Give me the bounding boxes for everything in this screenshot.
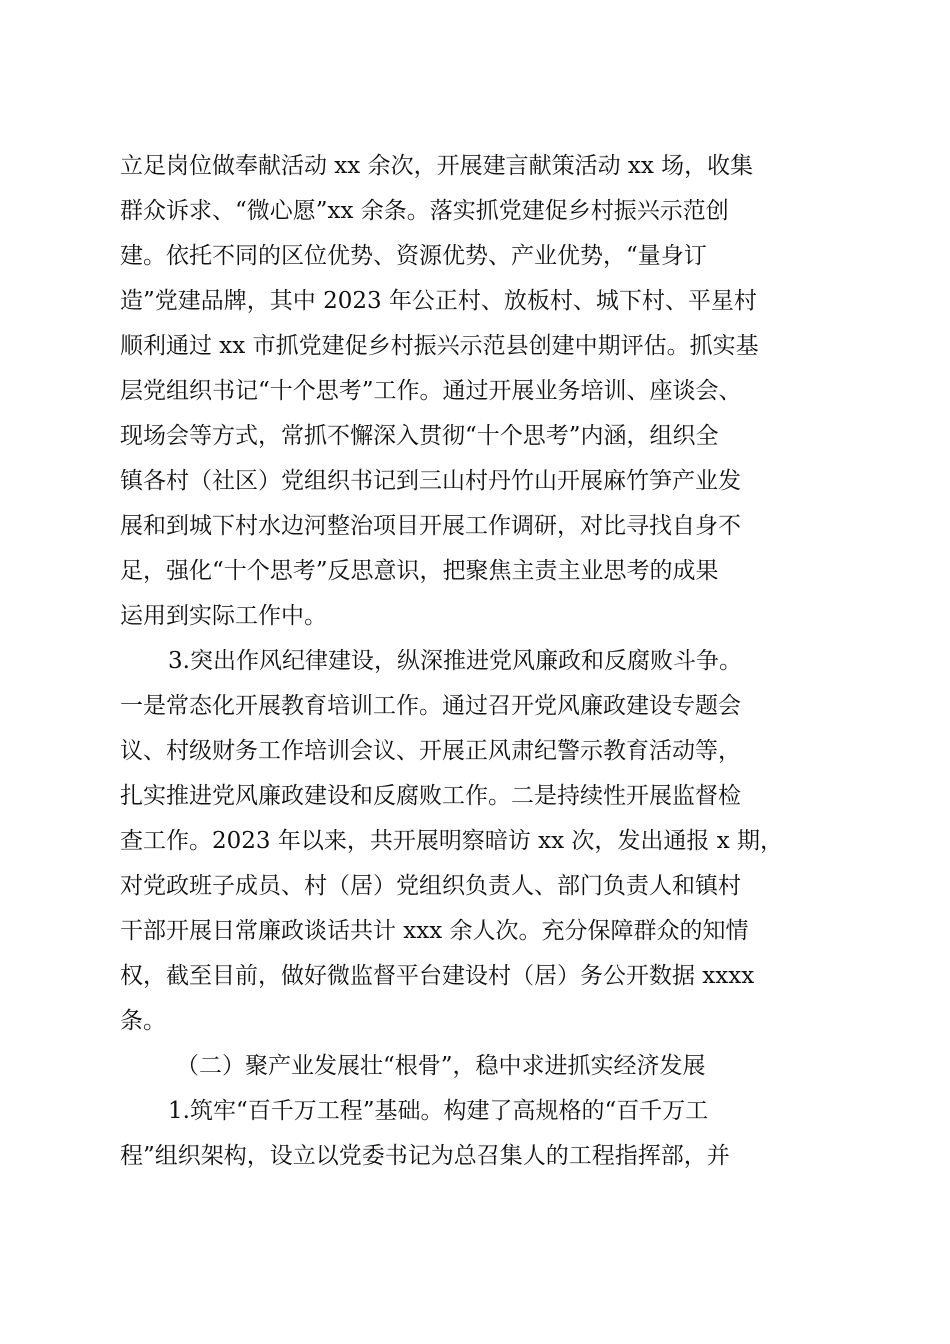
text-line: 镇各村（社区）党组织书记到三山村丹竹山开展麻竹笋产业发 xyxy=(120,468,741,494)
section-heading: （二）聚产业发展壮“根骨”，稳中求进抓实经济发展 xyxy=(176,1053,706,1079)
text-line: 层党组织书记“十个思考”工作。通过开展业务培训、座谈会、 xyxy=(120,378,742,404)
text-line: 干部开展日常廉政谈话共计 xxx 余人次。充分保障群众的知情 xyxy=(120,918,749,944)
text-line: 对党政班子成员、村（居）党组织负责人、部门负责人和镇村 xyxy=(120,873,741,899)
text-line: 造”党建品牌，其中 2023 年公正村、放板村、城下村、平星村 xyxy=(120,288,757,314)
text-line: 扎实推进党风廉政建设和反腐败工作。二是持续性开展监督检 xyxy=(120,783,741,809)
text-line: 议、村级财务工作培训会议、开展正风肃纪警示教育活动等， xyxy=(120,738,741,764)
text-line: 足，强化“十个思考”反思意识，把聚焦主责主业思考的成果 xyxy=(120,558,719,584)
document-body xyxy=(120,144,835,1179)
text-line: 权，截至目前，做好微监督平台建设村（居）务公开数据 xxxx xyxy=(120,963,755,989)
text-line: 建。依托不同的区位优势、资源优势、产业优势，“量身订 xyxy=(120,243,707,269)
text-line: 现场会等方式，常抓不懈深入贯彻“十个思考”内涵，组织全 xyxy=(120,423,719,449)
paragraph-1-heading-line: 1.筑牢“百千万工程”基础。构建了高规格的“百千万工 xyxy=(168,1098,709,1124)
text-line: 顺利通过 xx 市抓党建促乡村振兴示范县创建中期评估。抓实基 xyxy=(120,333,759,359)
text-line: 条。 xyxy=(120,1008,166,1034)
paragraph-3-heading-line: 3.突出作风纪律建设，纵深推进党风廉政和反腐败斗争。 xyxy=(168,648,742,674)
text-line: 查工作。2023 年以来，共开展明察暗访 xx 次，发出通报 x 期， xyxy=(120,828,784,854)
text-line: 运用到实际工作中。 xyxy=(120,603,327,629)
text-line: 程”组织架构，设立以党委书记为总召集人的工程指挥部，并 xyxy=(120,1143,730,1169)
text-line: 立足岗位做奉献活动 xx 余次，开展建言献策活动 xx 场，收集 xyxy=(120,153,754,179)
text-line: 一是常态化开展教育培训工作。通过召开党风廉政建设专题会 xyxy=(120,693,741,719)
text-line: 展和到城下村水边河整治项目开展工作调研，对比寻找自身不 xyxy=(120,513,741,539)
text-line: 群众诉求、“微心愿”xx 余条。落实抓党建促乡村振兴示范创 xyxy=(120,198,729,224)
